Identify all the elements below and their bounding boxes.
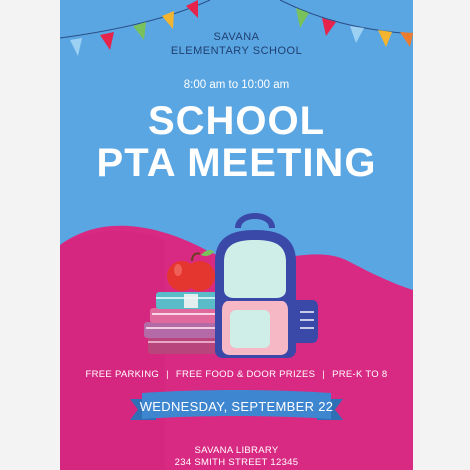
feature-item: PRE-K TO 8: [332, 369, 388, 380]
meeting-date: WEDNESDAY, SEPTEMBER 22: [139, 399, 334, 414]
books-stack-icon: [144, 292, 226, 354]
venue-address: [60, 445, 413, 469]
school-name-line2: ELEMENTARY SCHOOL: [170, 45, 303, 57]
feature-separator: |: [322, 369, 326, 380]
date-banner: [60, 389, 413, 425]
meeting-time: 8:00 am to 10:00 am: [183, 79, 290, 91]
feature-item: FREE FOOD & DOOR PRIZES: [175, 369, 316, 380]
page-title: [60, 100, 413, 184]
flyer-poster: [60, 0, 413, 470]
school-name: [60, 30, 413, 58]
feature-separator: |: [166, 369, 169, 380]
features-list: [60, 369, 413, 380]
venue-name: SAVANA LIBRARY: [194, 445, 279, 456]
title-line1: SCHOOL: [147, 99, 326, 143]
venue-street: 234 SMITH STREET 12345: [174, 457, 299, 468]
title-line2: PTA MEETING: [96, 141, 377, 185]
feature-item: FREE PARKING: [85, 369, 160, 380]
school-name-line1: SAVANA: [213, 31, 260, 43]
